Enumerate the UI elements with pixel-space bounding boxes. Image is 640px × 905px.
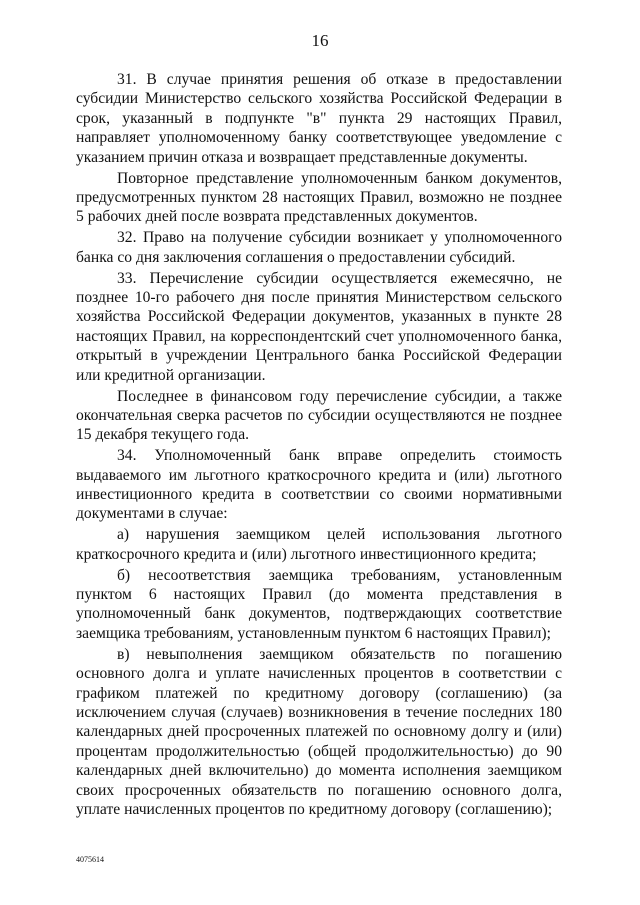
subparagraph-a: а) нарушения заемщиком целей использования льготного краткосрочного кредита и (или) льготного инвестиционного кредита; — [76, 526, 562, 563]
paragraph-final-transfer: Последнее в финансовом году перечисление субсидии, а также окончательная сверка расчетов по субсидии осуществляются не позднее 15 декабря текущего года. — [76, 387, 562, 444]
paragraph-33: 33. Перечисление субсидии осуществляется ежемесячно, не позднее 10-го рабочего дня после принятия Министерством сельского хозяйства Российской Федерации документов, указанных в пункте 28 настоящих Правил, на корреспондентский счет уполномоченного банка, открытый в учреждении Центрального банка Российской Федерации или кредитной организации. — [76, 269, 562, 384]
document-code: 4075614 — [76, 855, 104, 864]
subparagraph-v: в) невыполнения заемщиком обязательств по погашению основного долга и уплате начисленных процентов в соответствии с графиком платежей по кредитному договору (соглашению) (за исключением случая (случаев) возникновения в течение последних 180 календарных дней просроченных платежей по основному долгу и (или) процентам продолжительностью (общей продолжительностью) до 90 календарных дней включительно) до момента исполнения заемщиком своих просроченных обязательств по погашению основного долга, уплате начисленных процентов по кредитному договору (соглашению); — [76, 645, 562, 819]
paragraph-32: 32. Право на получение субсидии возникает у уполномоченного банка со дня заключения соглашения о предоставлении субсидий. — [76, 229, 562, 266]
page-number: 16 — [311, 31, 329, 50]
paragraph-34: 34. Уполномоченный банк вправе определить стоимость выдаваемого им льготного краткосрочного кредита и (или) льготного инвестиционного кредита в соответствии со своими нормативными документами в случае: — [76, 447, 562, 523]
document-body — [76, 70, 562, 819]
paragraph-resubmission: Повторное представление уполномоченным банком документов, предусмотренных пунктом 28 настоящих Правил, возможно не позднее 5 рабочих дней после возврата представленных документов. — [76, 169, 562, 226]
subparagraph-b: б) несоответствия заемщика требованиям, установленным пунктом 6 настоящих Правил (до момента представления в уполномоченный банк документов, подтверждающих соответствие заемщика требованиям, установленным пунктом 6 настоящих Правил); — [76, 566, 562, 642]
paragraph-31: 31. В случае принятия решения об отказе в предоставлении субсидии Министерство сельского хозяйства Российской Федерации в срок, указанный в подпункте "в" пункта 29 настоящих Правил, направляет уполномоченному банку соответствующее уведомление с указанием причин отказа и возвращает представленные документы. — [76, 71, 562, 166]
